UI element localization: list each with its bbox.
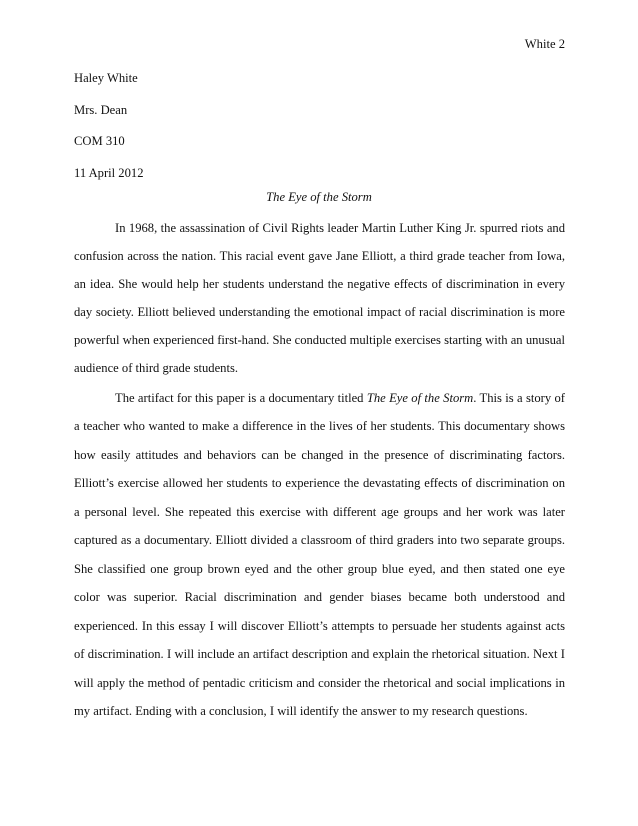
paragraph-2-line: my artifact. Ending with a conclusion, I will identify the answer to my research questions. <box>74 704 528 718</box>
instructor-name: Mrs. Dean <box>74 102 128 117</box>
author-name: Haley White <box>74 71 138 85</box>
paragraph-2-line: will apply the method of pentadic criticism and consider the rhetorical and social implications in <box>74 676 565 690</box>
paragraph-1-line: an idea. She would help her students understand the negative effects of discrimination in every <box>74 277 565 291</box>
paragraph-1-line: confusion across the nation. This racial event gave Jane Elliott, a third grade teacher from Iowa, <box>74 249 565 263</box>
paragraph-1-line: audience of third grade students. <box>74 361 239 375</box>
paragraph-2-first-text: The artifact for this paper is a documentary titled <box>115 391 367 405</box>
paragraph-2-line: a personal level. She repeated this exercise with different age groups and her work was later <box>74 505 565 519</box>
paragraph-2-line: of discrimination. I will include an artifact description and explain the rhetorical situation. Next I <box>74 647 565 661</box>
paragraph-1-line: In 1968, the assassination of Civil Rights leader Martin Luther King Jr. spurred riots and <box>115 221 565 235</box>
date-line: 11 April 2012 <box>74 165 144 180</box>
paragraph-1-line: powerful when experienced first-hand. She conducted multiple exercises starting with an unusual <box>74 333 565 347</box>
paragraph-2-line: experienced. In this essay I will discover Elliott’s attempts to persuade her students against acts <box>74 619 565 633</box>
paragraph-2-first-line <box>115 390 565 406</box>
course-name: COM 310 <box>74 134 125 148</box>
paragraph-2-line: Elliott’s exercise allowed her students to experience the devastating effects of discrimination on <box>74 476 565 490</box>
paragraph-2-first-text-end: . This is a story of <box>473 391 565 405</box>
paragraph-2-line: how easily attitudes and behaviors can be changed in the presence of discriminating factors. <box>74 448 565 462</box>
running-head: White 2 <box>524 37 565 51</box>
heading-block <box>74 63 574 189</box>
documentary-title: The Eye of the Storm <box>366 391 474 405</box>
paragraph-1-line: day society. Elliott believed understanding the emotional impact of racial discrimination is more <box>74 305 565 319</box>
paragraph-2-line: She classified one group brown eyed and the other group blue eyed, and then stated one eye <box>74 562 565 576</box>
paragraph-2-line: a teacher who wanted to make a difference in the lives of her students. This documentary shows <box>74 419 565 433</box>
page-title: The Eye of the Storm <box>266 190 372 204</box>
paragraph-2-line: color was superior. Racial discrimination and gender biases became both understood and <box>74 590 565 604</box>
paragraph-2-line: captured as a documentary. Elliott divided a classroom of third graders into two separate groups. <box>74 533 565 547</box>
